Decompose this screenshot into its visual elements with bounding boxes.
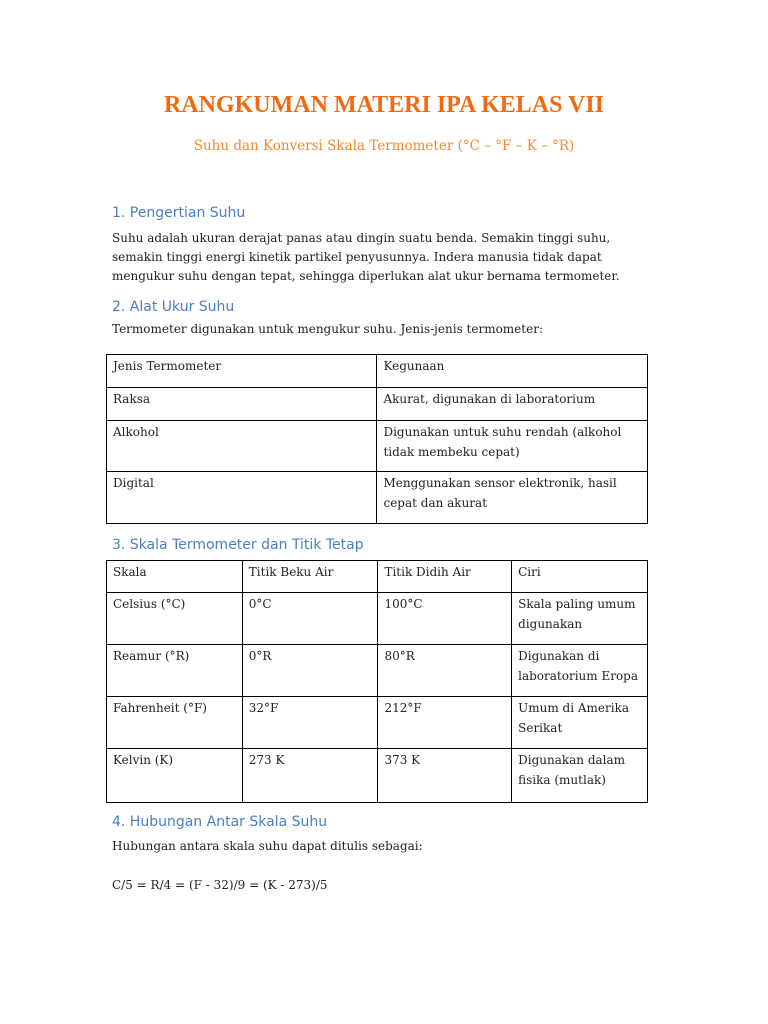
table-cell: Digunakan untuk suhu rendah (alkohol tidak membeku cepat)	[377, 421, 648, 472]
table-cell: Alkohol	[107, 421, 377, 472]
table-row	[107, 388, 648, 421]
table-cell: Akurat, digunakan di laboratorium	[377, 388, 648, 421]
table-cell: 100°C	[378, 593, 512, 645]
thermometer-scales-table	[106, 560, 648, 803]
table-cell: 0°C	[242, 593, 378, 645]
section-heading-pengertian-suhu: 1. Pengertian Suhu	[112, 205, 246, 221]
table-cell: Raksa	[107, 388, 377, 421]
section-heading-skala-termometer: 3. Skala Termometer dan Titik Tetap	[112, 537, 364, 553]
table-row	[107, 593, 648, 645]
table-header-row	[107, 355, 648, 388]
table-cell: Umum di Amerika Serikat	[512, 697, 648, 749]
table-row	[107, 421, 648, 472]
table-cell: 273 K	[242, 749, 378, 803]
table-cell: Celsius (°C)	[107, 593, 243, 645]
table-cell: Kelvin (K)	[107, 749, 243, 803]
thermometer-types-table	[106, 354, 648, 524]
table-cell: Fahrenheit (°F)	[107, 697, 243, 749]
table-cell: Digital	[107, 472, 377, 524]
table-cell: Digunakan dalam fisika (mutlak)	[512, 749, 648, 803]
document-subtitle: Suhu dan Konversi Skala Termometer (°C – °F – K – °R)	[193, 138, 575, 154]
table-header-cell: Titik Didih Air	[378, 561, 512, 593]
table-cell: Skala paling umum digunakan	[512, 593, 648, 645]
table-row	[107, 749, 648, 803]
section-paragraph-alat-ukur-suhu: Termometer digunakan untuk mengukur suhu. Jenis-jenis termometer:	[112, 322, 543, 336]
table-row	[107, 697, 648, 749]
table-cell: Digunakan di laboratorium Eropa	[512, 645, 648, 697]
table-cell: 212°F	[378, 697, 512, 749]
table-header-cell: Titik Beku Air	[242, 561, 378, 593]
table-cell: 373 K	[378, 749, 512, 803]
conversion-formula: C/5 = R/4 = (F - 32)/9 = (K - 273)/5	[112, 878, 328, 892]
section-heading-alat-ukur-suhu: 2. Alat Ukur Suhu	[112, 299, 235, 315]
table-header-row	[107, 561, 648, 593]
table-cell: Reamur (°R)	[107, 645, 243, 697]
document-title: RANGKUMAN MATERI IPA KELAS VII	[163, 92, 605, 118]
table-row	[107, 645, 648, 697]
table-cell: 32°F	[242, 697, 378, 749]
table-cell: Menggunakan sensor elektronik, hasil cepat dan akurat	[377, 472, 648, 524]
section-paragraph-pengertian-suhu: Suhu adalah ukuran derajat panas atau dingin suatu benda. Semakin tinggi suhu, semakin tinggi energi kinetik partikel penyusunnya. Indera manusia tidak dapat mengukur suhu dengan tepat, sehingga diperlukan alat ukur bernama termometer.	[112, 231, 620, 283]
section-heading-hubungan-skala: 4. Hubungan Antar Skala Suhu	[112, 814, 328, 830]
table-cell: 80°R	[378, 645, 512, 697]
table-header-cell: Ciri	[512, 561, 648, 593]
table-header-cell: Kegunaan	[377, 355, 648, 388]
table-row	[107, 472, 648, 524]
table-header-cell: Jenis Termometer	[107, 355, 377, 388]
table-cell: 0°R	[242, 645, 378, 697]
table-header-cell: Skala	[107, 561, 243, 593]
section-paragraph-hubungan-skala: Hubungan antara skala suhu dapat ditulis sebagai:	[112, 839, 423, 853]
